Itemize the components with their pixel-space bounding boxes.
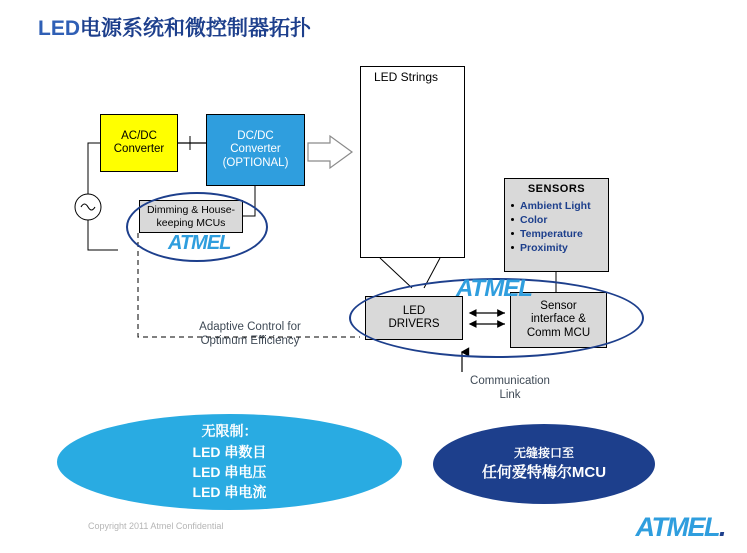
dc-dc-line1: DC/DC bbox=[237, 130, 274, 143]
atmel-logo-text: ATMEL bbox=[635, 512, 719, 542]
sensor-mcu-line1: Sensor bbox=[540, 300, 577, 313]
callout-left-line1: 无限制： bbox=[201, 423, 258, 440]
atmel-logo-icon: ATMEL bbox=[456, 275, 532, 302]
dc-dc-line2: Converter bbox=[230, 143, 281, 156]
block-ac-dc-converter bbox=[100, 114, 178, 172]
ac-dc-line2: Converter bbox=[113, 143, 165, 155]
page-title-led: LED bbox=[38, 17, 80, 40]
sensor-mcu-line2: interface & bbox=[531, 313, 586, 326]
sensor-mcu-line3: Comm MCU bbox=[526, 326, 591, 339]
led-drivers-line2: DRIVERS bbox=[388, 318, 440, 330]
dimming-line2: keeping MCUs bbox=[156, 216, 226, 229]
dc-dc-line3: (OPTIONAL) bbox=[222, 156, 289, 169]
callout-left-line4: LED 串电流 bbox=[192, 484, 267, 501]
block-led-strings bbox=[360, 66, 465, 258]
sensors-title: SENSORS bbox=[527, 183, 586, 195]
sensor-item: Color bbox=[510, 213, 603, 227]
comm-line1: Communication bbox=[470, 375, 550, 387]
adaptive-line1: Adaptive Control for bbox=[199, 321, 301, 333]
dimming-line1: Dimming & House- bbox=[146, 204, 236, 217]
block-dc-dc-converter bbox=[206, 114, 305, 186]
sensor-item: Proximity bbox=[510, 241, 603, 255]
callout-seamless-mcu bbox=[433, 424, 655, 504]
atmel-logo-dot: . bbox=[718, 512, 725, 542]
led-strings-label: LED Strings bbox=[374, 70, 439, 84]
led-drivers-line1: LED bbox=[402, 304, 426, 317]
adaptive-control-label bbox=[150, 320, 350, 349]
callout-left-line3: LED 串电压 bbox=[192, 464, 267, 480]
ac-dc-line1: AC/DC bbox=[121, 129, 157, 142]
adaptive-line2: Optimum Efficiency bbox=[200, 335, 300, 348]
comm-line2: Link bbox=[499, 389, 521, 402]
page-title-rest: 电源系统和微控制器拓扑 bbox=[80, 17, 311, 40]
callout-right-line2: 任何爱特梅尔MCU bbox=[481, 463, 607, 481]
atmel-logo-icon bbox=[636, 512, 726, 543]
callout-left-line2: LED 串数目 bbox=[192, 443, 267, 460]
atmel-logo-icon: ATMEL bbox=[168, 232, 231, 254]
communication-link-label bbox=[450, 374, 570, 403]
sensor-item: Temperature bbox=[510, 227, 603, 241]
copyright-text: Copyright 2011 Atmel Confidential bbox=[88, 521, 224, 531]
page-title bbox=[38, 12, 311, 42]
sensor-item: Ambient Light bbox=[510, 199, 603, 213]
block-sensors bbox=[504, 178, 609, 272]
callout-right-line1: 无缝接口至 bbox=[513, 446, 574, 461]
callout-unlimited bbox=[57, 414, 402, 510]
